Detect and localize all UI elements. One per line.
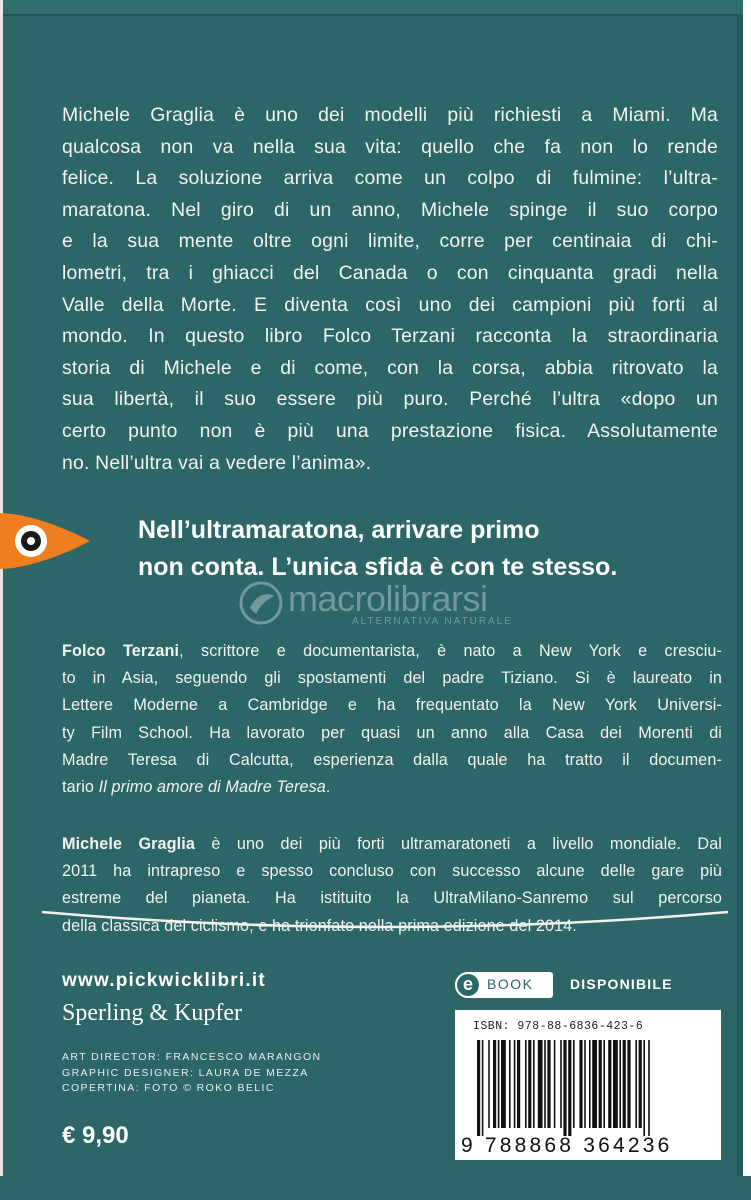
ebook-e-icon: e xyxy=(455,972,481,998)
blurb-line: qualcosa non va nella sua vita: quello che fa non lo rende xyxy=(62,135,718,158)
eye-icon xyxy=(0,510,92,572)
blurb-line: Michele Graglia è uno dei modelli più richiesti a Miami. Ma xyxy=(62,104,718,126)
cover-left-edge xyxy=(0,0,3,1176)
cover-top-edge xyxy=(0,0,751,16)
bio-line: della classica del ciclismo, e ha trionfato nella prima edizione del 2014. xyxy=(62,916,577,935)
blurb-line: e la sua mente oltre ogni limite, corre per centinaia di chi- xyxy=(62,230,718,253)
credit-line: ART DIRECTOR: FRANCESCO MARANGON xyxy=(62,1051,322,1063)
barcode-number: 9 788868 364236 xyxy=(461,1134,673,1157)
bio-line: 2011 ha intrapreso e spesso concluso con successo alcune delle gare più xyxy=(62,862,722,881)
ebook-availability: DISPONIBILE xyxy=(570,976,673,992)
barcode-icon xyxy=(477,1040,703,1136)
author-name: Folco Terzani xyxy=(62,642,180,660)
author-bio-terzani xyxy=(62,638,722,801)
bio-text: . xyxy=(325,777,331,796)
blurb-line: certo punto non è più una prestazione fisica. Assolutamente xyxy=(62,419,718,442)
documentary-title: Il primo amore di Madre Teresa xyxy=(98,777,326,796)
blurb-line: felice. La soluzione arriva come un colpo di fulmine: l’ultra- xyxy=(62,167,718,190)
watermark xyxy=(232,576,532,636)
blurb-line: sua libertà, il suo essere più puro. Perché l’ultra «dopo un xyxy=(62,388,718,411)
pull-quote xyxy=(138,512,698,586)
bio-line: ty Film School. Ha lavorato per quasi un anno alla Casa dei Morenti di xyxy=(62,723,722,742)
bio-line xyxy=(62,831,722,858)
back-cover-blurb xyxy=(62,100,718,479)
bio-line: Lettere Moderne a Cambridge e ha frequentato la New York Universi- xyxy=(62,696,722,715)
credits xyxy=(62,1050,322,1097)
blurb-line: storia di Michele e di come, con la corsa, abbia ritrovato la xyxy=(62,356,718,379)
blurb-line: lometri, tra i ghiacci del Canada o con cinquanta gradi nella xyxy=(62,261,718,284)
bio-line: estreme del pianeta. Ha istituito la UltraMilano-Sanremo sul percorso xyxy=(62,889,722,908)
bio-line xyxy=(62,638,722,665)
bio-text: , scrittore e documentarista, è nato a New York e cresciu- xyxy=(179,642,723,660)
publisher-logo: Sperling & Kupfer xyxy=(62,1000,242,1026)
blurb-line: maratona. Nel giro di un anno, Michele spinge il suo corpo xyxy=(62,198,718,221)
blurb-line: no. Nell’ultra vai a vedere l’anima». xyxy=(62,451,372,474)
bio-text: è uno dei più forti ultramaratoneti a livello mondiale. Dal xyxy=(194,835,722,853)
author-name: Michele Graglia xyxy=(62,835,195,853)
blurb-line: mondo. In questo libro Folco Terzani racconta la straordinaria xyxy=(62,325,718,348)
watermark-logo-icon xyxy=(236,578,286,628)
credit-line: GRAPHIC DESIGNER: LAURA DE MEZZA xyxy=(62,1066,309,1079)
curved-divider xyxy=(40,908,730,934)
isbn-label: ISBN: 978-88-6836-423-6 xyxy=(473,1020,644,1033)
pull-quote-line: non conta. L’unica sfida è con te stesso. xyxy=(138,553,618,581)
price: € 9,90 xyxy=(62,1122,129,1149)
pull-quote-line: Nell’ultramaratona, arrivare primo xyxy=(138,516,540,544)
credit-line: COPERTINA: FOTO © ROKO BELIC xyxy=(62,1082,275,1094)
ebook-badge xyxy=(455,972,553,998)
bio-line xyxy=(62,774,722,801)
ebook-label: BOOK xyxy=(487,976,534,992)
watermark-brand: macrolibrarsi xyxy=(288,578,488,619)
blurb-line: Valle della Morte. E diventa così uno dei campioni più forti al xyxy=(62,293,718,316)
bio-line: Madre Teresa di Calcutta, esperienza dalla quale ha tratto il documen- xyxy=(62,750,722,769)
watermark-tagline: ALTERNATIVA NATURALE xyxy=(352,616,513,627)
barcode-panel xyxy=(455,1010,721,1160)
cover-right-edge xyxy=(743,0,751,1176)
bio-line: to in Asia, seguendo gli spostamenti del padre Tiziano. Si è laureato in xyxy=(62,669,722,688)
publisher-url[interactable]: www.pickwicklibri.it xyxy=(62,970,266,991)
bio-text: tario xyxy=(62,777,99,796)
